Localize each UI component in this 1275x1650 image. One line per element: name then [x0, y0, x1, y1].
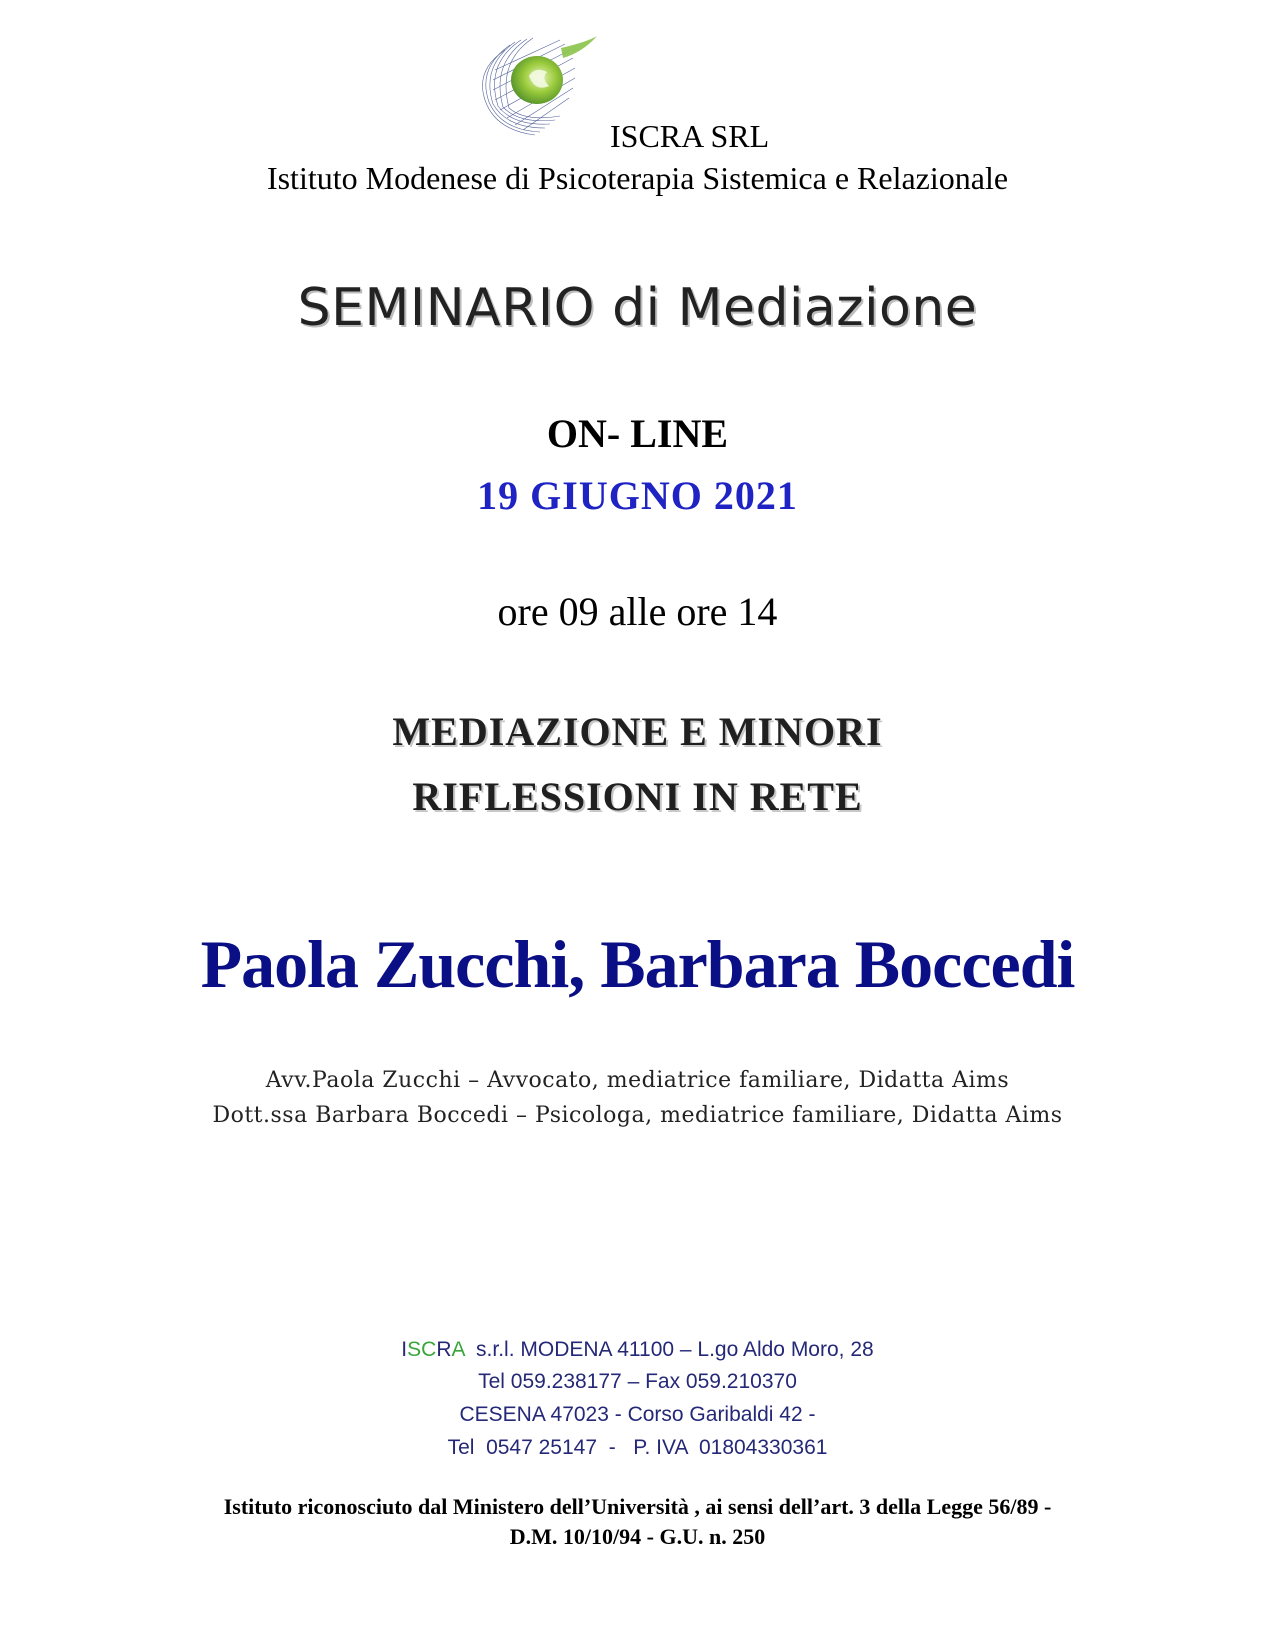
address-modena — [0, 1338, 1275, 1362]
legal-notice-line-1: Istituto riconosciuto dal Ministero dell’Università , ai sensi dell’art. 3 della Legge 56/89 - — [223, 1494, 1052, 1519]
org-name: ISCRA SRL — [610, 118, 770, 154]
event-mode: ON- LINE — [546, 411, 729, 456]
address-cesena: CESENA 47023 - Corso Garibaldi 42 - — [459, 1403, 816, 1426]
topic-line-1: MEDIAZIONE E MINORI — [392, 709, 883, 754]
iscra-brand: ISCRA — [401, 1338, 465, 1361]
phone-fax-modena: Tel 059.238177 – Fax 059.210370 — [478, 1370, 797, 1393]
address-modena-text: s.r.l. MODENA 41100 – L.go Aldo Moro, 28 — [464, 1338, 874, 1361]
topic-line-2: RIFLESSIONI IN RETE — [412, 774, 863, 819]
legal-notice-line-2: D.M. 10/10/94 - G.U. n. 250 — [509, 1524, 766, 1549]
seminar-title: SEMINARIO di Mediazione — [297, 278, 978, 338]
speaker-bio: Avv.Paola Zucchi – Avvocato, mediatrice familiare, Didatta Aims — [265, 1068, 1010, 1093]
org-full-name: Istituto Modenese di Psicoterapia Sistemica e Relazionale — [266, 160, 1009, 196]
speakers-heading: Paola Zucchi, Barbara Boccedi — [200, 926, 1075, 1002]
phone-vat-cesena: Tel 0547 25147 - P. IVA 01804330361 — [447, 1436, 828, 1459]
event-date: 19 GIUGNO 2021 — [477, 473, 798, 518]
spiral-leaf-logo-icon — [465, 30, 605, 142]
speaker-bio: Dott.ssa Barbara Boccedi – Psicologa, mediatrice familiare, Didatta Aims — [212, 1103, 1063, 1128]
event-time: ore 09 alle ore 14 — [497, 589, 778, 634]
